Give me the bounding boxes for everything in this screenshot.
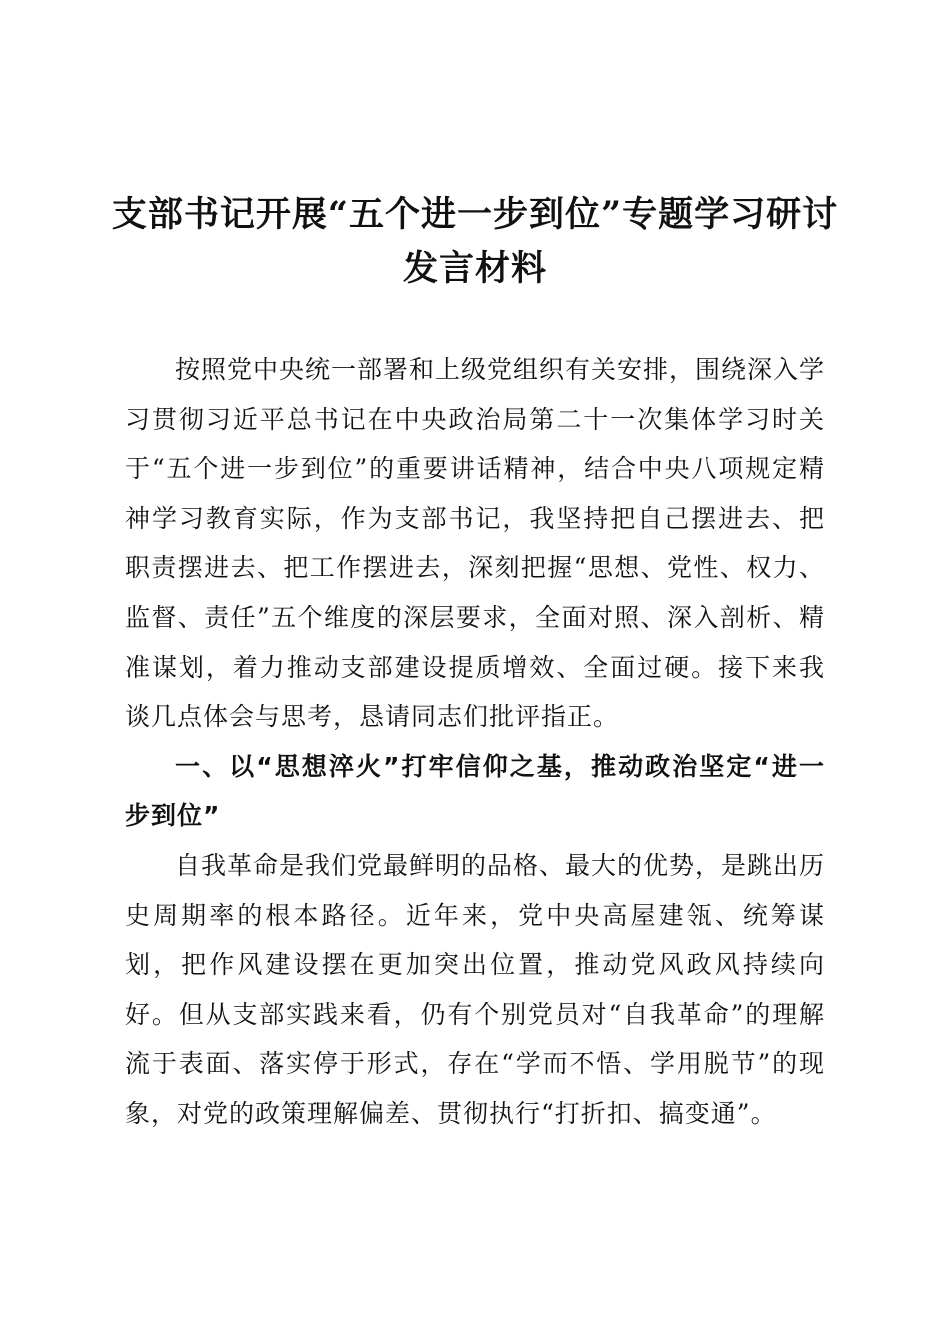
document-title: 支部书记开展“五个进一步到位”专题学习研讨发言材料 [111,194,839,289]
document-body [125,345,825,1139]
section-1-paragraph: 自我革命是我们党最鲜明的品格、最大的优势，是跳出历史周期率的根本路径。近年来，党中央高屋建瓴、统筹谋划，把作风建设摆在更加突出位置，推动党风政风持续向好。但从支部实践来看，仍有个别党员对“自我革命”的理解流于表面、落实停于形式，存在“学而不悟、学用脱节”的现象，对党的政策理解偏差、贯彻执行“打折扣、搞变通”。 [125,850,826,1128]
intro-paragraph: 按照党中央统一部署和上级党组织有关安排，围绕深入学习贯彻习近平总书记在中央政治局第二十一次集体学习时关于“五个进一步到位”的重要讲话精神，结合中央八项规定精神学习教育实际，作为支部书记，我坚持把自己摆进去、把职责摆进去、把工作摆进去，深刻把握“思想、党性、权力、监督、责任”五个维度的深层要求，全面对照、深入剖析、精准谋划，着力推动支部建设提质增效、全面过硬。接下来我谈几点体会与思考，恳请同志们批评指正。 [125,355,826,732]
section-heading-1: 一、以“思想淬火”打牢信仰之基，推动政治坚定“进一步到位” [125,751,825,831]
